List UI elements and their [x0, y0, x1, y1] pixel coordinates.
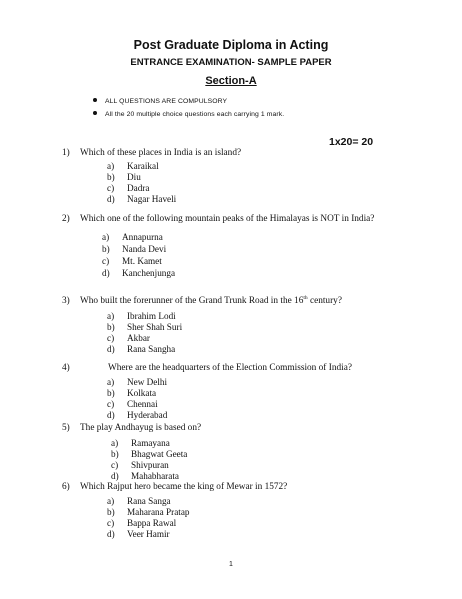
question-number: 5) — [62, 423, 70, 433]
question-4 — [62, 363, 352, 373]
question-6 — [62, 482, 287, 492]
question-1 — [62, 148, 241, 158]
option: d) Mahabharata — [111, 471, 179, 481]
option: d) Rana Sangha — [107, 344, 176, 354]
option: b) Kolkata — [107, 388, 157, 398]
instruction-text: All the 20 multiple choice questions each carrying 1 mark. — [105, 111, 285, 118]
question-2 — [62, 214, 374, 224]
question-number: 2) — [62, 214, 70, 224]
page-number: 1 — [229, 561, 233, 568]
option: d) Veer Hamir — [107, 529, 170, 539]
question-text: Which Rajput hero became the king of Mewar in 1572? — [80, 482, 288, 492]
option: b) Nanda Devi — [102, 244, 167, 254]
option: d) Hyderabad — [107, 410, 168, 420]
document-subtitle: ENTRANCE EXAMINATION- SAMPLE PAPER — [130, 57, 332, 68]
option: c) Chennai — [107, 399, 158, 409]
question-number: 3) — [62, 296, 70, 307]
option: a) Ramayana — [111, 438, 170, 448]
option: c) Mt. Kamet — [102, 256, 162, 266]
question-text: Which one of the following mountain peaks of the Himalayas is NOT in India? — [80, 214, 375, 224]
option: a) New Delhi — [107, 377, 168, 387]
question-text: Where are the headquarters of the Election Commission of India? — [108, 363, 352, 373]
option: b) Bhagwat Geeta — [111, 449, 188, 459]
option: c) Bappa Rawal — [107, 518, 177, 528]
question-text: Which of these places in India is an island? — [80, 148, 242, 158]
question-3: 3) Who built the forerunner of the Grand Trunk Road in the 16th century? — [62, 295, 342, 307]
bullet-icon — [93, 111, 97, 115]
question-text: Who built the forerunner of the Grand Trunk Road in the 16 — [80, 296, 304, 307]
option: a) Ibrahim Lodi — [107, 311, 176, 321]
question-number: 6) — [62, 482, 70, 492]
question-number: 4) — [62, 363, 70, 373]
question-number: 1) — [62, 148, 70, 158]
option: b) Maharana Pratap — [107, 507, 190, 517]
option: a) Annapurna — [102, 232, 163, 242]
marks-label: 1x20= 20 — [329, 136, 374, 148]
instruction-item — [93, 98, 227, 105]
instruction-text: ALL QUESTIONS ARE COMPULSORY — [105, 98, 228, 105]
section-heading: Section-A — [205, 75, 257, 87]
question-5 — [62, 423, 201, 433]
document-title: Post Graduate Diploma in Acting — [133, 38, 329, 52]
option: c) Dadra — [107, 183, 150, 193]
option: c) Akbar — [107, 333, 150, 343]
option: a) Karaikal — [107, 161, 159, 171]
instruction-item — [93, 111, 284, 118]
option: b) Sher Shah Suri — [107, 322, 183, 332]
bullet-icon — [93, 98, 97, 102]
option: b) Diu — [107, 172, 141, 182]
option: a) Rana Sanga — [107, 496, 171, 506]
option: d) Kanchenjunga — [102, 268, 176, 278]
question-text: The play Andhayug is based on? — [80, 423, 202, 433]
option: d) Nagar Haveli — [107, 194, 177, 204]
option: c) Shivpuran — [111, 460, 169, 470]
